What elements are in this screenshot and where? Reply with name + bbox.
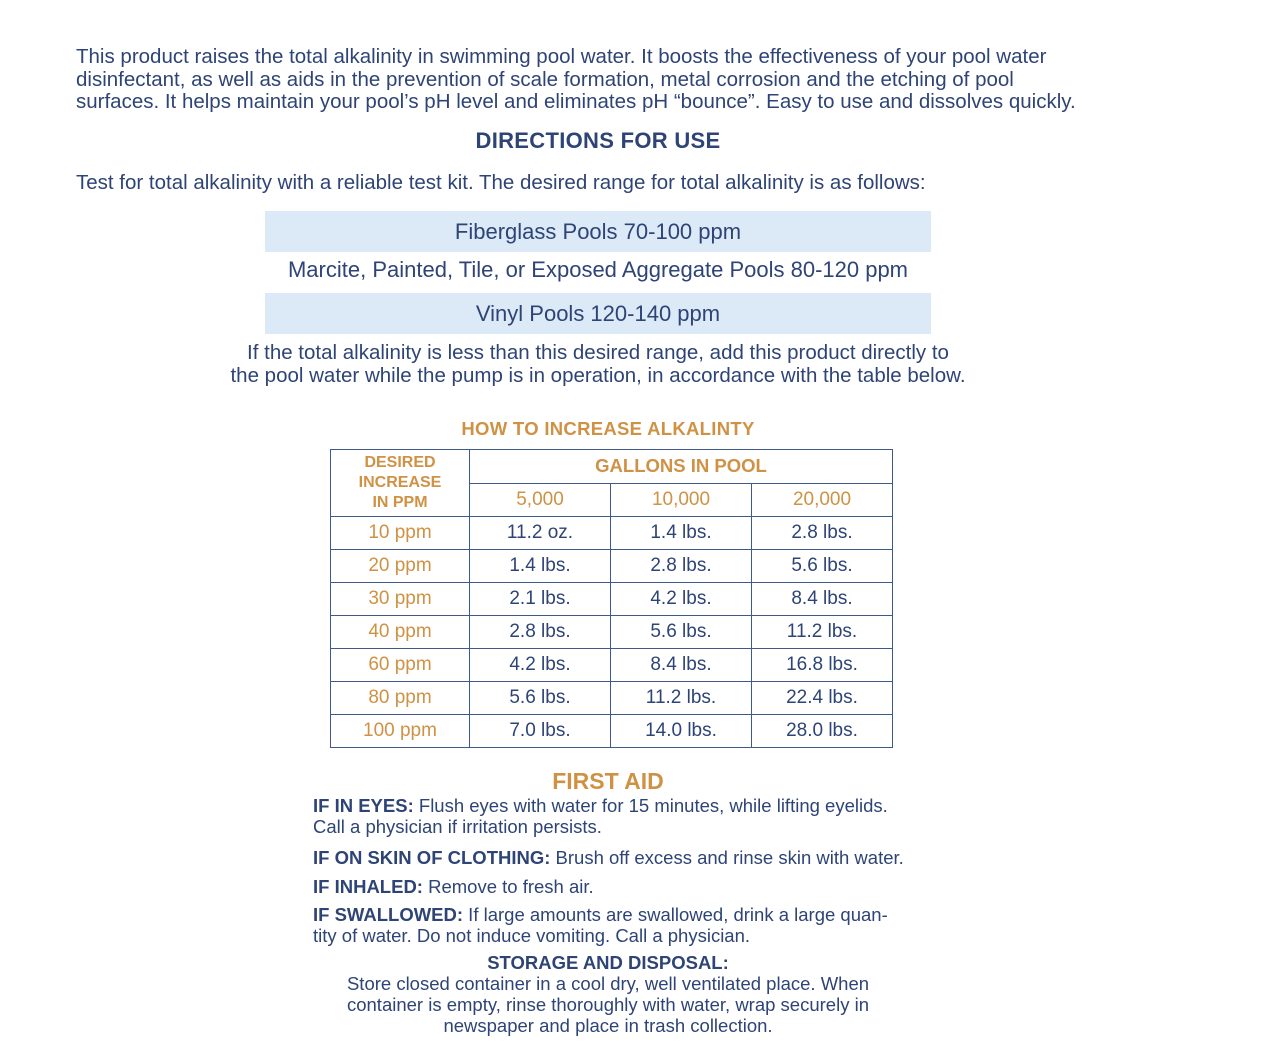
first-aid-text: Flush eyes with water for 15 minutes, while lifting eyelids. (413, 795, 888, 816)
table-row (331, 583, 893, 616)
first-aid-title: FIRST AID (552, 768, 664, 794)
ppm-cell: 20 ppm (331, 550, 470, 583)
amount-cell: 1.4 lbs. (470, 550, 611, 583)
storage-title: STORAGE AND DISPOSAL: (487, 952, 729, 973)
intro-line: disinfectant, as well as aids in the prevention of scale formation, metal corrosion and the etching of pool (76, 67, 1014, 91)
amount-cell: 11.2 lbs. (611, 682, 752, 715)
amount-cell: 4.2 lbs. (470, 649, 611, 682)
ppm-cell: 30 ppm (331, 583, 470, 616)
ppm-cell: 60 ppm (331, 649, 470, 682)
gallons-5000: 5,000 (470, 483, 611, 517)
table-row (331, 682, 893, 715)
storage-line: Store closed container in a cool dry, well ventilated place. When (346, 973, 870, 994)
amount-cell: 7.0 lbs. (470, 715, 611, 748)
amount-cell: 8.4 lbs. (611, 649, 752, 682)
ppm-cell: 100 ppm (331, 715, 470, 748)
amount-cell: 11.2 lbs. (752, 616, 893, 649)
amount-cell: 14.0 lbs. (611, 715, 752, 748)
first-aid-label: IF SWALLOWED: (313, 904, 464, 925)
gallons-header: GALLONS IN POOL (470, 450, 893, 484)
storage-line: newspaper and place in trash collection. (443, 1015, 773, 1036)
first-aid-inhaled (313, 876, 933, 897)
ppm-cell: 40 ppm (331, 616, 470, 649)
header-line: INCREASE (358, 474, 442, 491)
alkalinity-table (330, 449, 893, 748)
first-aid-text: If large amounts are swallowed, drink a large quan- (463, 904, 888, 925)
add-product-instruction (0, 342, 1196, 387)
amount-cell: 5.6 lbs. (470, 682, 611, 715)
first-aid-label: IF IN EYES: (313, 795, 414, 816)
intro-line: surfaces. It helps maintain your pool’s pH level and eliminates pH “bounce”. Easy to use and dissolves quickly. (76, 90, 1076, 113)
header-line: IN PPM (372, 494, 428, 511)
instruction-line: the pool water while the pump is in operation, in accordance with the table below. (230, 363, 966, 387)
amount-cell: 22.4 lbs. (752, 682, 893, 715)
table-title: HOW TO INCREASE ALKALINTY (461, 418, 755, 439)
amount-cell: 8.4 lbs. (752, 583, 893, 616)
table-row (331, 649, 893, 682)
range-fiberglass: Fiberglass Pools 70-100 ppm (265, 211, 931, 252)
first-aid-text: Brush off excess and rinse skin with water. (550, 847, 904, 868)
storage-line: container is empty, rinse thoroughly with water, wrap securely in (346, 994, 869, 1015)
intro-line: This product raises the total alkalinity in swimming pool water. It boosts the effectiveness of your pool water (76, 45, 1047, 68)
amount-cell: 11.2 oz. (470, 517, 611, 550)
range-vinyl: Vinyl Pools 120-140 ppm (265, 293, 931, 334)
directions-title: DIRECTIONS FOR USE (475, 128, 721, 153)
amount-cell: 2.8 lbs. (611, 550, 752, 583)
desired-increase-header (331, 450, 470, 517)
first-aid-eyes (313, 795, 933, 837)
instruction-line: If the total alkalinity is less than this desired range, add this product directly to (247, 341, 949, 364)
gallons-10000: 10,000 (611, 483, 752, 517)
first-aid-skin (313, 847, 933, 868)
table-header-row (331, 450, 893, 484)
first-aid-text: Call a physician if irritation persists. (313, 816, 602, 837)
amount-cell: 2.8 lbs. (470, 616, 611, 649)
range-marcite: Marcite, Painted, Tile, or Exposed Aggregate Pools 80-120 ppm (287, 256, 909, 282)
storage-body (300, 973, 916, 1036)
test-instruction: Test for total alkalinity with a reliable test kit. The desired range for total alkalinity is as follows: (76, 171, 926, 194)
first-aid-label: IF INHALED: (313, 876, 423, 897)
table-row (331, 550, 893, 583)
table-row (331, 715, 893, 748)
gallons-20000: 20,000 (752, 483, 893, 517)
table-row (331, 616, 893, 649)
ppm-cell: 80 ppm (331, 682, 470, 715)
intro-paragraph (76, 46, 1216, 114)
amount-cell: 28.0 lbs. (752, 715, 893, 748)
amount-cell: 4.2 lbs. (611, 583, 752, 616)
ppm-cell: 10 ppm (331, 517, 470, 550)
first-aid-label: IF ON SKIN OF CLOTHING: (313, 847, 551, 868)
amount-cell: 5.6 lbs. (611, 616, 752, 649)
first-aid-text: Remove to fresh air. (422, 876, 594, 897)
amount-cell: 1.4 lbs. (611, 517, 752, 550)
amount-cell: 16.8 lbs. (752, 649, 893, 682)
header-line: DESIRED (364, 454, 436, 471)
amount-cell: 2.1 lbs. (470, 583, 611, 616)
table-row (331, 517, 893, 550)
amount-cell: 5.6 lbs. (752, 550, 893, 583)
first-aid-text: tity of water. Do not induce vomiting. Call a physician. (313, 925, 751, 946)
amount-cell: 2.8 lbs. (752, 517, 893, 550)
first-aid-swallowed (313, 904, 933, 946)
